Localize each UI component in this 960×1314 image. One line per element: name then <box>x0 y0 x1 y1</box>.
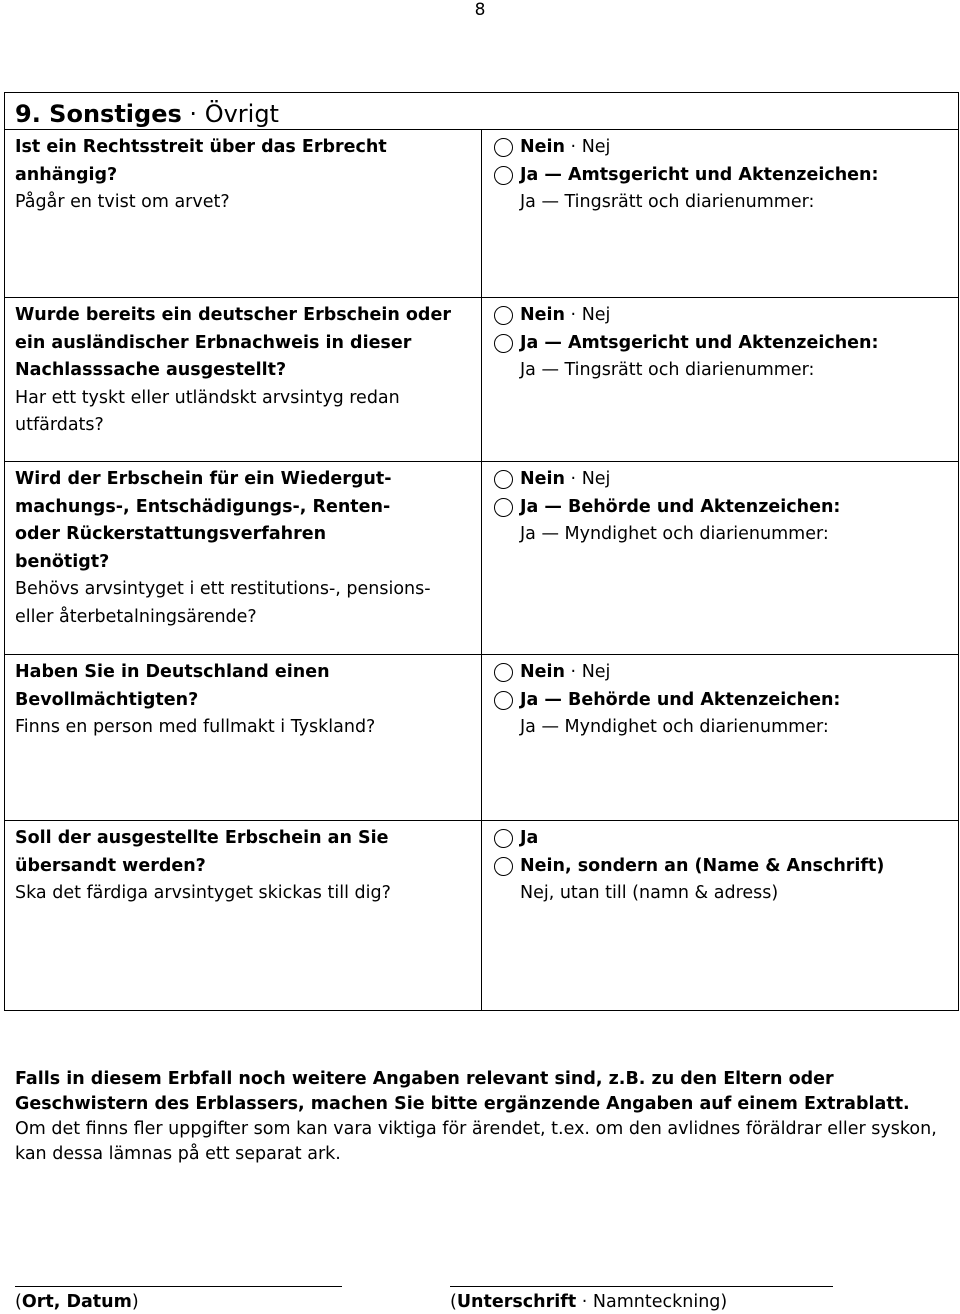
radio-yes[interactable] <box>494 498 513 517</box>
form-row-certificate-issued <box>5 298 959 462</box>
section-title-sv: Övrigt <box>204 100 279 128</box>
radio-no[interactable] <box>494 663 513 682</box>
question-de: Wurde bereits ein deutscher Erbschein oder ein ausländischer Erbnachweis in dieser Nachlasssache ausgestellt? <box>15 305 451 380</box>
option-no-sv: Nej <box>581 137 611 157</box>
question-sv: Har ett tyskt eller utländskt arvsintyg redan utfärdats? <box>15 387 400 435</box>
option-yes-sv: Ja — Myndighet och diarienummer: <box>520 524 829 544</box>
radio-no[interactable] <box>494 857 513 876</box>
place-date-de: Ort, Datum <box>21 1292 132 1312</box>
question-de: Ist ein Rechtsstreit über das Erbrecht anhängig? <box>15 137 387 185</box>
section-header-row <box>5 93 959 130</box>
option-no-sv: Nej <box>581 662 611 682</box>
option-yes-sv: Ja — Myndighet och diarienummer: <box>520 717 829 737</box>
option-no-de: Nein <box>520 469 565 489</box>
answer-cell <box>482 821 959 1011</box>
section-title <box>5 93 959 130</box>
option-no-sv: Nej <box>581 305 611 325</box>
answer-cell <box>482 130 959 298</box>
notes-sv: Om det finns fler uppgifter som kan vara viktiga för ärendet, t.ex. om den avlidnes föräldrar eller syskon, kan dessa lämnas på ett separat ark. <box>15 1119 937 1164</box>
form-row-legal-dispute <box>5 130 959 298</box>
section-title-separator: · <box>189 100 198 128</box>
radio-yes[interactable] <box>494 691 513 710</box>
radio-yes[interactable] <box>494 334 513 353</box>
option-no-de: Nein, sondern an (Name & Anschrift) <box>520 855 885 876</box>
question-sv: Finns en person med fullmakt i Tyskland? <box>15 717 376 737</box>
question-sv: Pågår en tvist om arvet? <box>15 192 230 212</box>
option-no[interactable]: Nein · Nej <box>494 302 948 330</box>
option-yes-de: Ja <box>520 828 539 848</box>
option-yes[interactable] <box>494 687 948 715</box>
place-date-label: (Ort, Datum) <box>15 1292 139 1312</box>
option-yes[interactable] <box>494 330 948 358</box>
question-cell <box>5 130 482 298</box>
option-yes[interactable] <box>494 162 948 190</box>
option-no-de: Nein <box>520 305 565 325</box>
option-yes-sv: Ja — Tingsrätt och diarienummer: <box>520 192 815 212</box>
signature-line[interactable] <box>450 1286 833 1287</box>
question-de-line: machungs-, Entschädigungs-, Renten- <box>15 496 391 517</box>
question-sv: Ska det färdiga arvsintyget skickas till dig? <box>15 883 391 903</box>
radio-no[interactable] <box>494 470 513 489</box>
option-no-sv: Nej <box>581 469 611 489</box>
form-row-send-certificate <box>5 821 959 1011</box>
option-no[interactable]: Nein · Nej <box>494 134 948 162</box>
page-number: 8 <box>474 0 486 20</box>
question-cell <box>5 462 482 655</box>
option-yes-de: Ja — Behörde und Aktenzeichen: <box>520 496 841 517</box>
option-yes-de: Ja — Behörde und Aktenzeichen: <box>520 689 841 710</box>
question-cell <box>5 298 482 462</box>
option-yes-de: Ja — Amtsgericht und Aktenzeichen: <box>520 332 879 353</box>
question-de-line: benötigt? <box>15 551 110 572</box>
section-title-de: 9. Sonstiges <box>15 100 182 128</box>
form-row-authorized-person <box>5 655 959 821</box>
additional-notes <box>15 1067 950 1167</box>
answer-cell <box>482 655 959 821</box>
option-no[interactable]: Nein · Nej <box>494 466 948 494</box>
radio-no[interactable] <box>494 306 513 325</box>
option-yes-de: Ja — Amtsgericht und Aktenzeichen: <box>520 164 879 185</box>
signature-label: (Unterschrift · Namnteckning) <box>450 1292 728 1312</box>
radio-yes[interactable] <box>494 829 513 848</box>
option-no-de: Nein <box>520 662 565 682</box>
option-yes[interactable] <box>494 494 948 522</box>
radio-yes[interactable] <box>494 166 513 185</box>
question-de: Soll der ausgestellte Erbschein an Sie übersandt werden? <box>15 828 389 876</box>
form-row-restitution <box>5 462 959 655</box>
question-cell <box>5 821 482 1011</box>
question-de-line: oder Rückerstattungsverfahren <box>15 524 327 544</box>
signature-sv: Namnteckning <box>592 1292 721 1312</box>
answer-cell <box>482 298 959 462</box>
answer-cell <box>482 462 959 655</box>
form-table <box>4 92 959 1011</box>
radio-no[interactable] <box>494 138 513 157</box>
option-no[interactable]: Nein · Nej <box>494 659 948 687</box>
signature-de: Unterschrift <box>456 1292 577 1312</box>
option-no-sv: Nej, utan till (namn & adress) <box>520 883 779 903</box>
question-cell <box>5 655 482 821</box>
question-de: Haben Sie in Deutschland einen Bevollmächtigten? <box>15 662 330 710</box>
notes-de: Falls in diesem Erbfall noch weitere Angaben relevant sind, z.B. zu den Eltern oder Geschwistern des Erblassers, machen Sie bitte ergänzende Angaben auf einem Extrablatt. <box>15 1069 910 1114</box>
option-yes-sv: Ja — Tingsrätt och diarienummer: <box>520 360 815 380</box>
question-de-line: Wird der Erbschein für ein Wiedergut- <box>15 469 392 489</box>
option-no-de: Nein <box>520 137 565 157</box>
option-no[interactable] <box>494 853 948 881</box>
question-sv: Behövs arvsintyget i ett restitutions-, pensions- eller återbetalningsärende? <box>15 579 431 627</box>
option-yes[interactable] <box>494 825 948 853</box>
place-date-line[interactable] <box>15 1286 342 1287</box>
